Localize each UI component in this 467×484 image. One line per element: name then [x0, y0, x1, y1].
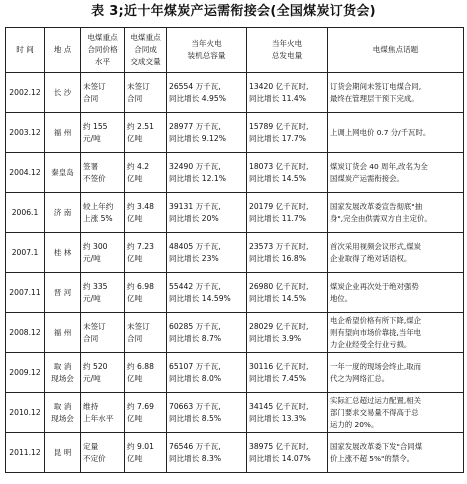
cell-price-line: 约 155: [83, 121, 108, 131]
table-row: [6, 153, 464, 193]
cell-generation-line: 20179 亿千瓦时,: [249, 201, 309, 211]
cell-place-line: 取 消: [53, 361, 72, 371]
cell-topic-line: 订货会期间未签订电煤合同,: [330, 81, 422, 91]
cell-place-line: 长 沙: [53, 87, 72, 97]
cell-generation-line: 同比增长 16.8%: [249, 253, 306, 263]
cell-price-line: 元/吨: [83, 293, 101, 303]
cell-generation-line: 23573 万千瓦时,: [249, 241, 309, 251]
cell-place-line: 昆 明: [53, 447, 72, 457]
cell-place: [45, 153, 81, 193]
cell-generation-line: 30116 亿千瓦时,: [249, 361, 309, 371]
table-row: [6, 233, 464, 273]
cell-capacity: [167, 153, 247, 193]
cell-price-line: 约 520: [83, 361, 108, 371]
cell-time: 2003.12: [6, 113, 45, 153]
cell-price-line: 元/吨: [83, 253, 101, 263]
cell-generation-line: 28029 亿千瓦时,: [249, 321, 309, 331]
cell-time: 2007.1: [6, 233, 45, 273]
cell-volume-line: 约 6.98: [127, 281, 154, 291]
cell-topic-line: 国家发展改革委宣告彻底"抽: [330, 201, 423, 211]
header-line: 装机总容量: [187, 51, 226, 60]
cell-volume-line: 亿吨: [127, 373, 143, 383]
cell-topic-line: 身",完全由供需双方自主定价。: [330, 213, 432, 223]
cell-topic: [328, 313, 464, 353]
cell-volume-line: 约 7.23: [127, 241, 154, 251]
cell-topic-line: 代之为网络汇总。: [330, 373, 390, 383]
cell-capacity: [167, 393, 247, 433]
cell-place-line: 取 消: [53, 401, 72, 411]
cell-volume-line: 合同: [127, 93, 143, 103]
cell-capacity-line: 32490 万千瓦,: [169, 161, 221, 171]
cell-generation: [247, 393, 328, 433]
cell-capacity: [167, 273, 247, 313]
cell-capacity: [167, 313, 247, 353]
cell-time: 2008.12: [6, 313, 45, 353]
header-line: 电煤重点: [130, 33, 161, 42]
header-line: 电煤重点: [87, 33, 118, 42]
cell-generation: [247, 313, 328, 353]
cell-generation: [247, 153, 328, 193]
cell-capacity-line: 48405 万千瓦,: [169, 241, 221, 251]
header-line: 水平: [94, 57, 111, 66]
cell-topic-line: 实际汇总超过运力配置,相关: [330, 395, 422, 405]
cell-topic-line: 运力的 20%。: [330, 419, 379, 429]
cell-generation-line: 同比增长 7.45%: [249, 373, 306, 383]
cell-time: 2004.12: [6, 153, 45, 193]
cell-place: [45, 433, 81, 473]
cell-topic: [328, 73, 464, 113]
cell-price: [81, 153, 125, 193]
table-row: [6, 353, 464, 393]
cell-generation-line: 26980 亿千瓦时,: [249, 281, 309, 291]
cell-volume-line: 约 6.88: [127, 361, 154, 371]
cell-capacity-line: 65107 万千瓦,: [169, 361, 221, 371]
cell-generation-line: 18073 亿千瓦时,: [249, 161, 309, 171]
header-row: [6, 28, 464, 73]
cell-topic-line: 国家发展改革委下发"合同煤: [330, 441, 423, 451]
cell-topic: [328, 233, 464, 273]
header-price: [81, 28, 125, 73]
cell-price: [81, 353, 125, 393]
header-line: 合同价格: [87, 45, 118, 54]
cell-price-line: 约 335: [83, 281, 108, 291]
cell-price-line: 未签订: [83, 321, 106, 331]
header-place: [45, 28, 81, 73]
table-row: [6, 73, 464, 113]
cell-place-line: 济 南: [53, 207, 72, 217]
cell-price-line: 较上年约: [83, 201, 114, 211]
cell-topic-line: 企业取得了绝对话语权。: [330, 253, 412, 263]
cell-topic-line: 煤炭订货会 40 周年,改名为全: [330, 161, 428, 171]
cell-volume: [125, 73, 167, 113]
cell-topic-line: 则有望向市场价靠拢,当年电: [330, 327, 422, 337]
cell-topic-line: 最终在管理层干预下完成。: [330, 93, 419, 103]
cell-price-line: 合同: [83, 93, 99, 103]
cell-volume: [125, 193, 167, 233]
cell-generation-line: 同比增长 14.07%: [249, 453, 311, 463]
cell-volume-line: 亿吨: [127, 413, 143, 423]
cell-price-line: 不定价: [83, 453, 106, 463]
cell-time: 2007.11: [6, 273, 45, 313]
cell-price: [81, 433, 125, 473]
cell-capacity-line: 同比增长 8.3%: [169, 453, 222, 463]
cell-generation: [247, 273, 328, 313]
cell-topic-line: 地位。: [330, 293, 353, 303]
cell-generation-line: 同比增长 14.5%: [249, 173, 306, 183]
cell-capacity-line: 70663 万千瓦,: [169, 401, 221, 411]
cell-volume: [125, 353, 167, 393]
cell-price: [81, 233, 125, 273]
cell-place: [45, 353, 81, 393]
header-line: 总发电量: [271, 51, 303, 60]
cell-capacity-line: 同比增长 8.0%: [169, 373, 222, 383]
cell-price-line: 元/吨: [83, 133, 101, 143]
cell-price-line: 上涨 5%: [83, 213, 113, 223]
cell-place: [45, 313, 81, 353]
table-row: [6, 313, 464, 353]
cell-capacity-line: 同比增长 14.59%: [169, 293, 231, 303]
cell-capacity: [167, 433, 247, 473]
cell-price: [81, 393, 125, 433]
cell-price: [81, 73, 125, 113]
cell-topic: [328, 273, 464, 313]
cell-generation-line: 同比增长 11.4%: [249, 93, 306, 103]
cell-topic-line: 首次采用视频会议形式,煤炭: [330, 241, 422, 251]
cell-place-line: 现场会: [51, 413, 74, 423]
cell-place: [45, 273, 81, 313]
cell-generation: [247, 113, 328, 153]
cell-price-line: 不签价: [83, 173, 106, 183]
cell-capacity-line: 同比增长 4.95%: [169, 93, 226, 103]
cell-price-line: 元/吨: [83, 373, 101, 383]
cell-place: [45, 233, 81, 273]
cell-place: [45, 73, 81, 113]
cell-generation: [247, 233, 328, 273]
cell-price-line: 约 300: [83, 241, 108, 251]
table-title: 表 3;近十年煤炭产运需衔接会(全国煤炭订货会): [91, 4, 376, 19]
cell-price: [81, 313, 125, 353]
cell-generation-line: 同比增长 17.7%: [249, 133, 306, 143]
header-capacity: [167, 28, 247, 73]
cell-place-line: 桂 林: [53, 247, 72, 257]
cell-place-line: 现场会: [51, 373, 74, 383]
cell-capacity: [167, 73, 247, 113]
cell-capacity-line: 39131 万千瓦,: [169, 201, 221, 211]
header-line: 交成交量: [130, 57, 161, 66]
cell-generation: [247, 353, 328, 393]
cell-capacity-line: 76546 万千瓦,: [169, 441, 221, 451]
cell-time: 2009.12: [6, 353, 45, 393]
cell-topic: [328, 153, 464, 193]
header-volume: [125, 28, 167, 73]
cell-volume-line: 亿吨: [127, 213, 143, 223]
cell-volume: [125, 233, 167, 273]
cell-volume-line: 约 4.2: [127, 161, 150, 171]
cell-volume-line: 约 9.01: [127, 441, 154, 451]
table-row: [6, 433, 464, 473]
cell-capacity: [167, 353, 247, 393]
coal-conference-table: [5, 27, 464, 473]
header-line: 当年火电: [271, 39, 303, 48]
cell-volume-line: 约 2.51: [127, 121, 154, 131]
cell-topic-line: 力企业经受全行业亏损。: [330, 339, 412, 349]
cell-volume: [125, 113, 167, 153]
cell-time: 2010.12: [6, 393, 45, 433]
cell-topic-line: 价上涨不超 5%"的禁令。: [330, 453, 414, 463]
cell-topic-line: 煤炭企业再次处于绝对强势: [330, 281, 419, 291]
cell-volume-line: 合同: [127, 333, 143, 343]
cell-time: 2011.12: [6, 433, 45, 473]
cell-place: [45, 113, 81, 153]
header-topic: [328, 28, 464, 73]
cell-place-line: 福 州: [53, 327, 72, 337]
cell-generation-line: 同比增长 14.5%: [249, 293, 306, 303]
cell-topic: [328, 353, 464, 393]
cell-capacity-line: 60285 万千瓦,: [169, 321, 221, 331]
cell-capacity-line: 同比增长 8.7%: [169, 333, 222, 343]
cell-generation-line: 13420 亿千瓦时,: [249, 81, 309, 91]
header-line: 时 间: [16, 45, 34, 54]
cell-capacity-line: 同比增长 23%: [169, 253, 219, 263]
cell-capacity-line: 同比增长 8.5%: [169, 413, 222, 423]
cell-capacity-line: 同比增长 12.1%: [169, 173, 226, 183]
cell-time: 2006.1: [6, 193, 45, 233]
cell-capacity-line: 26554 万千瓦,: [169, 81, 221, 91]
cell-topic-line: 国煤炭产运需衔接会。: [330, 173, 404, 183]
cell-place-line: 秦皇岛: [51, 167, 74, 177]
cell-topic-line: 电企希望价格有所下降,煤企: [330, 315, 422, 325]
cell-volume-line: 未签订: [127, 321, 150, 331]
cell-time: 2002.12: [6, 73, 45, 113]
table-row: [6, 193, 464, 233]
cell-volume-line: 亿吨: [127, 253, 143, 263]
header-generation: [247, 28, 328, 73]
cell-capacity: [167, 113, 247, 153]
cell-generation-line: 同比增长 13.3%: [249, 413, 306, 423]
cell-generation: [247, 73, 328, 113]
cell-topic-line: 上调上网电价 0.7 分/千瓦时。: [330, 127, 431, 137]
header-line: 地 点: [53, 45, 72, 54]
cell-topic: [328, 433, 464, 473]
cell-volume-line: 亿吨: [127, 453, 143, 463]
cell-place-line: 福 州: [53, 127, 72, 137]
cell-topic: [328, 113, 464, 153]
cell-volume-line: 亿吨: [127, 173, 143, 183]
cell-volume: [125, 393, 167, 433]
header-line: 当年火电: [191, 39, 222, 48]
header-line: 合同成: [134, 45, 157, 54]
cell-generation-line: 同比增长 3.9%: [249, 333, 302, 343]
cell-price: [81, 113, 125, 153]
cell-topic: [328, 393, 464, 433]
cell-place-line: 晋 河: [53, 287, 72, 297]
cell-volume: [125, 153, 167, 193]
cell-capacity: [167, 233, 247, 273]
cell-capacity-line: 同比增长 9.12%: [169, 133, 226, 143]
cell-volume-line: 约 7.69: [127, 401, 154, 411]
cell-capacity-line: 55442 万千瓦,: [169, 281, 221, 291]
cell-capacity-line: 28977 万千瓦,: [169, 121, 221, 131]
header-time: [6, 28, 45, 73]
table-body: [6, 73, 464, 473]
table-row: [6, 273, 464, 313]
cell-generation-line: 34145 亿千瓦时,: [249, 401, 309, 411]
cell-place: [45, 193, 81, 233]
cell-price-line: 定量: [83, 441, 99, 451]
cell-price: [81, 273, 125, 313]
cell-volume: [125, 273, 167, 313]
cell-volume: [125, 433, 167, 473]
cell-generation: [247, 433, 328, 473]
cell-place: [45, 393, 81, 433]
cell-volume-line: 亿吨: [127, 133, 143, 143]
cell-generation-line: 同比增长 11.7%: [249, 213, 306, 223]
cell-price-line: 签署: [83, 161, 99, 171]
cell-price: [81, 193, 125, 233]
cell-topic-line: 一年一度的现场会终止,取而: [330, 361, 422, 371]
cell-volume-line: 约 3.48: [127, 201, 154, 211]
cell-capacity: [167, 193, 247, 233]
cell-price-line: 合同: [83, 333, 99, 343]
cell-topic: [328, 193, 464, 233]
cell-volume-line: 亿吨: [127, 293, 143, 303]
header-line: 电煤焦点话题: [372, 45, 419, 54]
cell-generation-line: 15789 亿千瓦时,: [249, 121, 309, 131]
table-row: [6, 393, 464, 433]
cell-volume: [125, 313, 167, 353]
cell-topic-line: 部门要求交易量不得高于总: [330, 407, 419, 417]
table-row: [6, 113, 464, 153]
cell-price-line: 未签订: [83, 81, 106, 91]
cell-capacity-line: 同比增长 20%: [169, 213, 219, 223]
cell-volume-line: 未签订: [127, 81, 150, 91]
cell-price-line: 上年水平: [83, 413, 114, 423]
cell-price-line: 维持: [83, 401, 99, 411]
cell-generation: [247, 193, 328, 233]
cell-generation-line: 38975 亿千瓦时,: [249, 441, 309, 451]
